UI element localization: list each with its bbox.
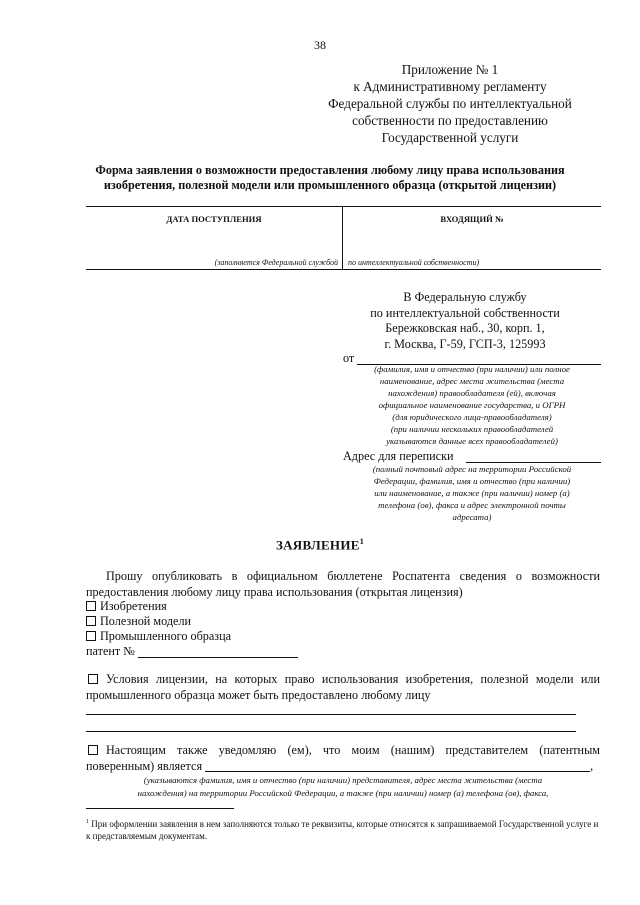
caption-line: адресата) [452,512,492,522]
footnote-separator [86,808,234,809]
footnote-text: При оформлении заявления в нем заполняются только те реквизиты, которые относятся к запрашиваемой Государственной услуге и к представляемым документам. [86,819,599,841]
heading-footnote-mark: 1 [359,537,365,546]
footnote-mark: 1 [86,819,89,825]
representative-fill-line[interactable] [205,771,590,772]
patent-label: патент № [86,644,135,658]
appendix-reference [300,61,600,146]
license-terms-text [86,672,600,703]
publication-request-text: Прошу опубликовать в официальном бюллетене Роспатента сведения о возможности предоставления любому лицу права использования (открытая лицензия) [86,569,600,599]
incoming-number-caption: по интеллектуальной собственности) [348,258,480,267]
license-terms-fill-line[interactable] [86,714,576,715]
checkbox-utility-model[interactable] [86,614,191,629]
checkbox-label: Полезной модели [100,614,192,628]
checkbox-invention[interactable] [86,599,167,614]
address-caption [343,463,601,523]
statement-heading [0,537,640,553]
checkbox-icon[interactable] [86,631,96,641]
page-number: 38 [314,38,326,52]
addressee-line: г. Москва, Г-59, ГСП-3, 125993 [384,336,546,351]
caption-line: (указываются фамилия, имя и отчество (при наличии) представителя, адрес места жительства (места [143,775,543,785]
caption-line: или наименование, а также (при наличии) номер (а) [374,488,570,498]
checkbox-label: Изобретения [100,599,167,613]
addressee-line: В Федеральную службу [403,290,527,304]
checkbox-icon[interactable] [86,616,96,626]
representative-notice-label: Настоящим также уведомляю (ем), что моим (нашим) представителем (патентным поверенным) является [86,743,600,773]
license-terms-label: Условия лицензии, на которых право использования изобретения, полезной модели или промышленного образца может быть предоставлено любому лицу [86,672,600,702]
addressee-block [330,290,600,352]
appendix-line: Федеральной службы по интеллектуальной [328,96,572,111]
form-title-line: Форма заявления о возможности предоставления любому лицу права использования [95,163,565,177]
appendix-line: Государственной услуги [381,130,519,145]
patent-number-field[interactable] [86,644,135,659]
appendix-line: собственности по предоставлению [352,113,548,128]
address-label: Адрес для переписки [343,449,454,463]
caption-line: официальное наименование государства, и ОГРН [378,400,566,410]
caption-line: (фамилия, имя и отчество (при наличии) или полное [374,364,570,374]
footnote [86,816,600,842]
checkbox-icon[interactable] [88,674,98,684]
caption-line: Федерации, фамилия, имя и отчество (при наличии) [373,476,571,486]
from-label: от [343,351,355,365]
representative-caption [86,774,600,799]
from-caption [343,363,601,447]
caption-line: наименование, адрес места жительства (места [379,376,565,386]
caption-line: указываются данные всех правообладателей) [386,436,558,446]
date-received-caption: (заполняется Федеральной службой [214,258,338,267]
checkbox-label: Промышленного образца [100,629,232,643]
representative-notice-text [86,743,600,774]
patent-fill-line[interactable] [138,657,298,658]
caption-line: нахождения) на территории Российской Федерации, а также (при наличии) номер (а) телефона (ов), факса, [137,787,549,798]
form-title [60,163,600,193]
date-received-header: ДАТА ПОСТУПЛЕНИЯ [166,214,262,224]
caption-line: нахождения) правообладателя (ей), включая [388,388,556,398]
addressee-line: Бережковская наб., 30, корп. 1, [385,321,545,335]
caption-line: (при наличии нескольких правообладателей [390,424,554,434]
checkbox-icon[interactable] [86,601,96,611]
checkbox-industrial-design[interactable] [86,629,231,644]
appendix-line: Приложение № 1 [401,62,499,77]
punctuation: , [590,758,594,773]
license-terms-fill-line[interactable] [86,731,576,732]
caption-line: телефона (ов), факса и адрес электронной почты [378,500,566,510]
heading-text: ЗАЯВЛЕНИЕ [275,537,360,553]
checkbox-icon[interactable] [88,745,98,755]
incoming-number-header: ВХОДЯЩИЙ № [440,214,504,224]
addressee-line: по интеллектуальной собственности [370,305,560,320]
appendix-line: к Административному регламенту [353,79,547,94]
caption-line: (для юридического лица-правообладателя) [392,412,552,422]
caption-line: (полный почтовый адрес на территории Российской [372,464,572,474]
form-title-line: изобретения, полезной модели или промышленного образца (открытой лицензии) [103,178,557,192]
registration-table [86,206,601,270]
